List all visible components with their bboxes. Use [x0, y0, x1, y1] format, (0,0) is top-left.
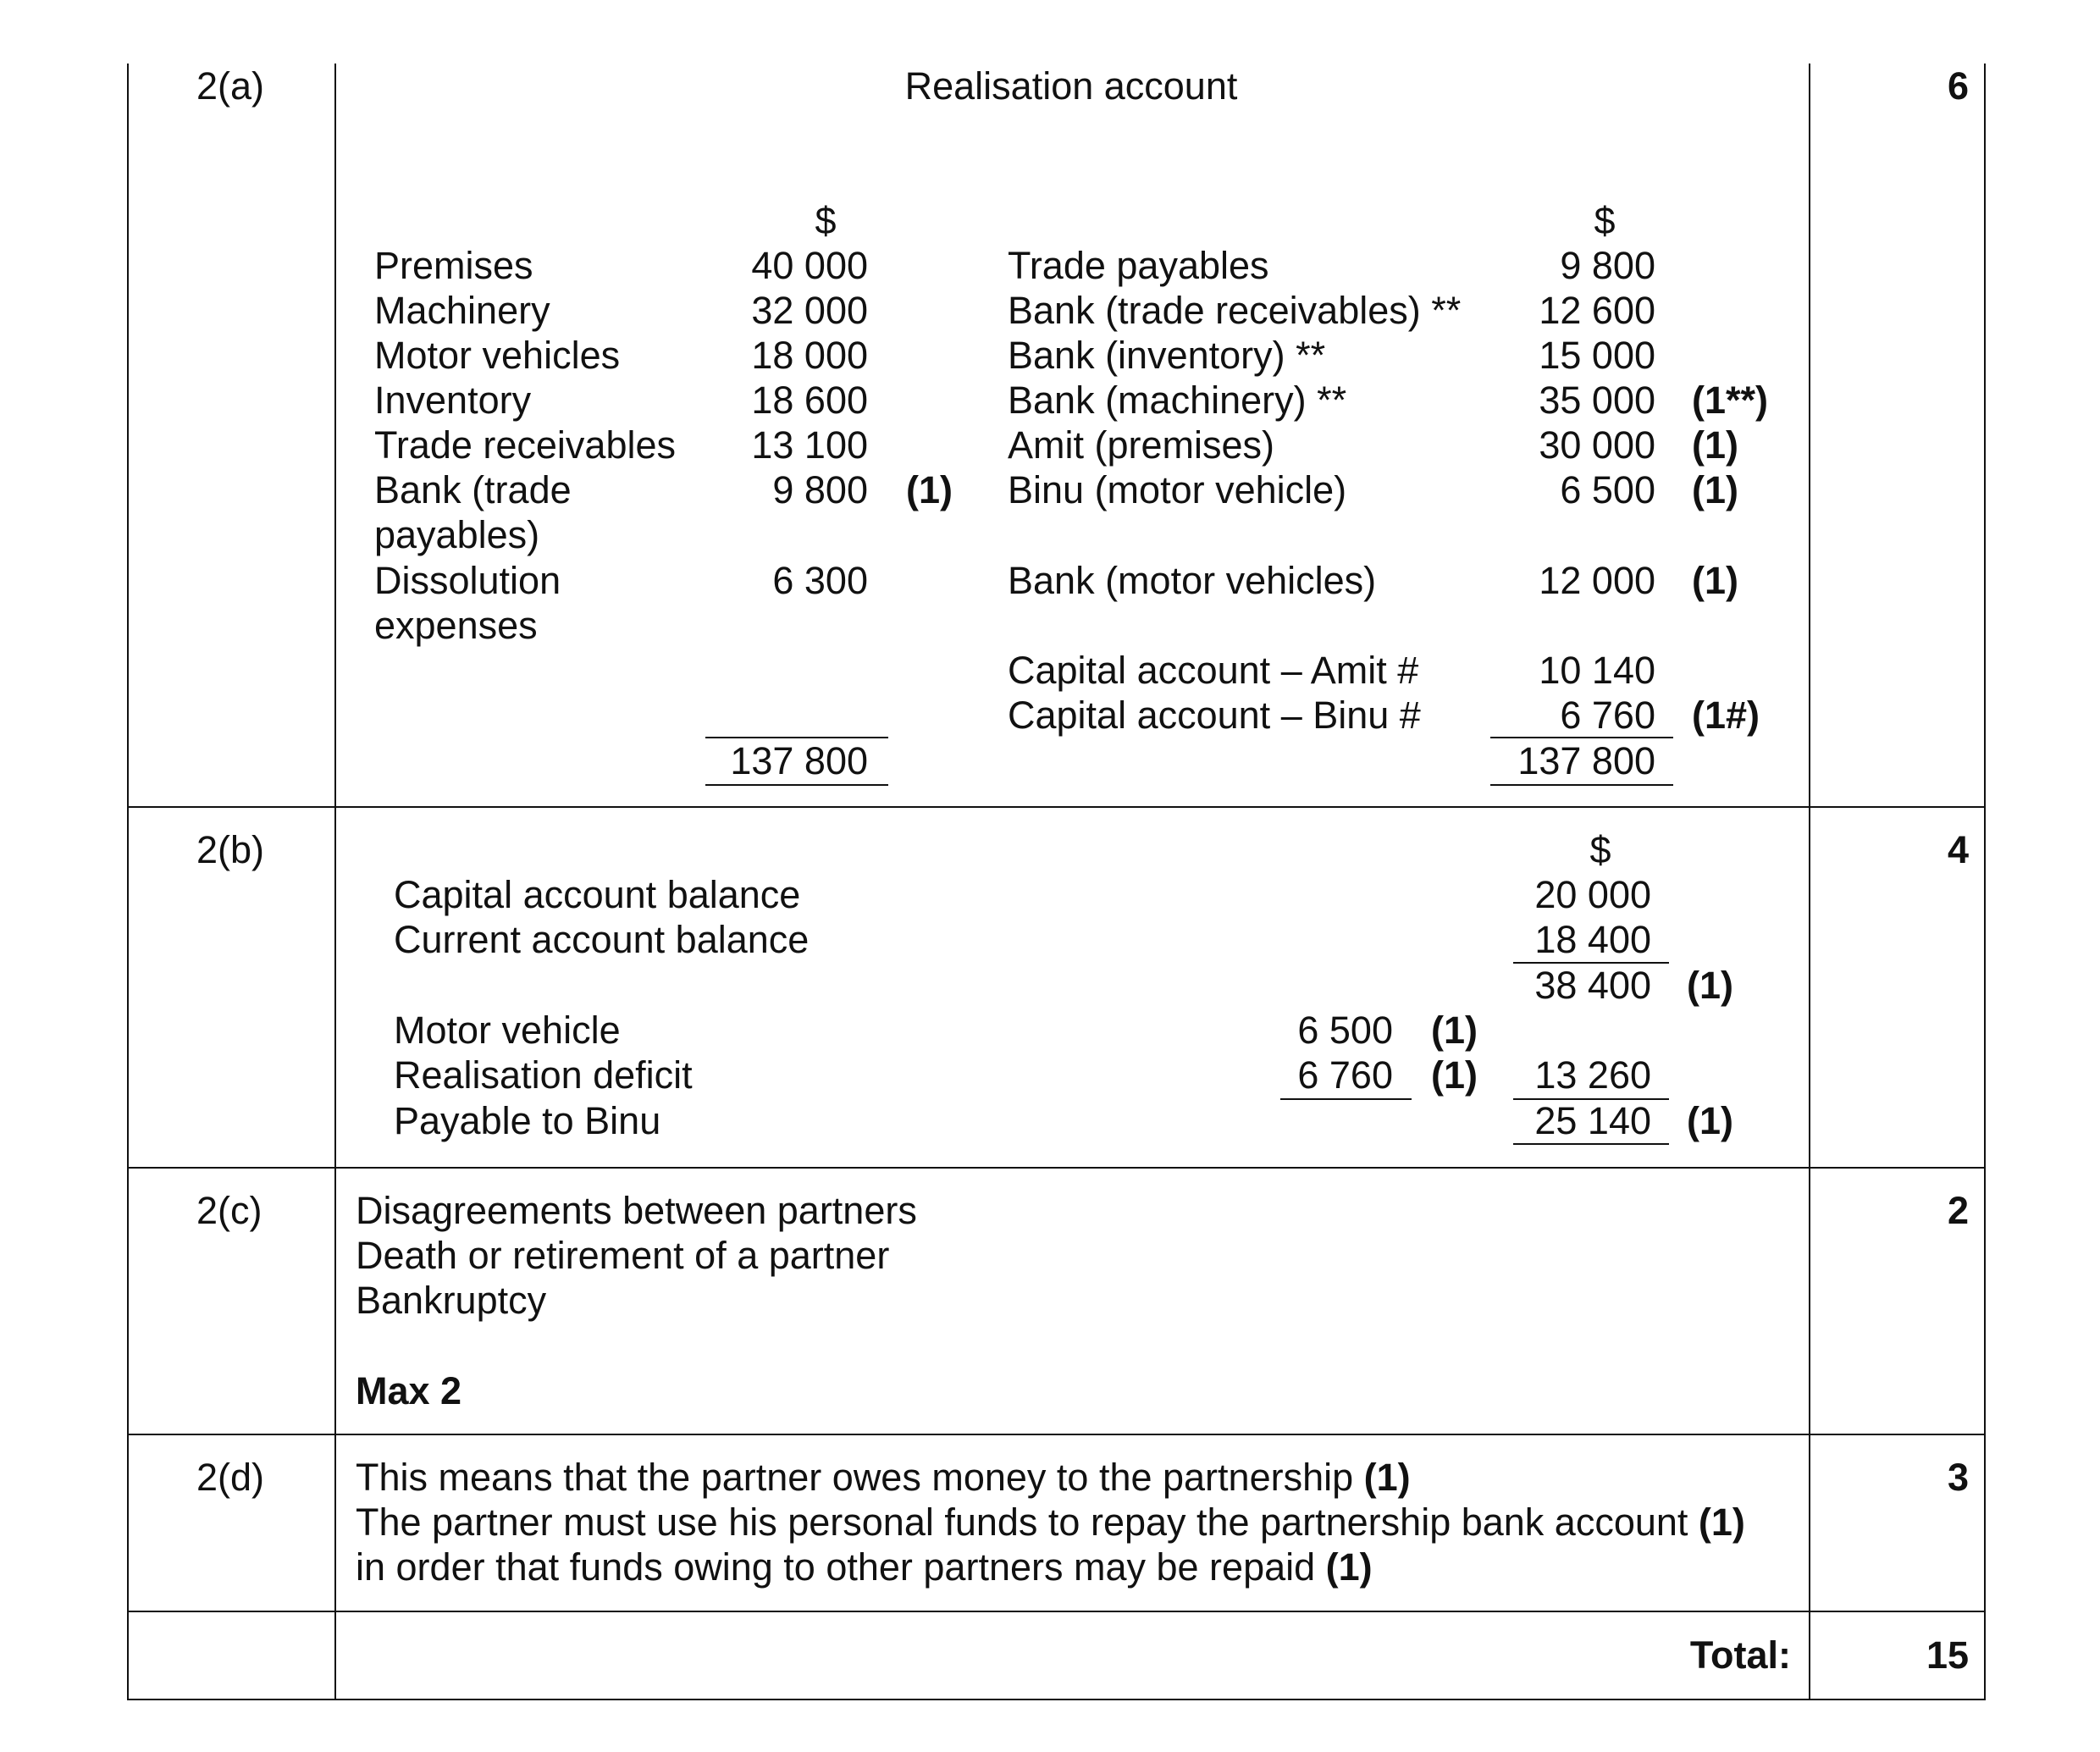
credit-label: Bank (machinery) **: [1008, 379, 1347, 422]
credit-mark: (1): [1692, 423, 1738, 467]
column-divider-marks: [1809, 64, 1810, 1700]
currency-header: $: [1589, 828, 1611, 871]
debit-total-rule-bottom: [705, 784, 888, 786]
debit-label: Premises: [374, 244, 533, 287]
credit-amount: 12 000: [1539, 559, 1655, 602]
motor-mark: (1): [1431, 1009, 1478, 1052]
question-number: 2(a): [196, 64, 265, 108]
subtotal-amount: 38 400: [1534, 964, 1651, 1007]
credit-label: Bank (inventory) **: [1008, 334, 1326, 377]
row-divider-d-total: [127, 1611, 1986, 1612]
credit-mark: (1): [1692, 468, 1738, 511]
payable-amount: 25 140: [1534, 1099, 1651, 1142]
deficit-amount: 6 760: [1297, 1053, 1393, 1097]
debit-label: Inventory: [374, 379, 532, 422]
answer-line: Bankruptcy: [356, 1279, 547, 1322]
capital-amount: 20 000: [1534, 873, 1651, 916]
credit-amount: 10 140: [1539, 649, 1655, 692]
debit-label: Trade receivables: [374, 423, 677, 467]
credit-total-rule-bottom: [1490, 784, 1673, 786]
debit-amount: 40 000: [751, 244, 868, 287]
answer-mark: (1): [1363, 1456, 1411, 1499]
debit-total: 137 800: [730, 739, 868, 782]
table-border-right: [1984, 64, 1986, 1700]
answer-line: Death or retirement of a partner: [356, 1234, 890, 1277]
debit-amount: 32 000: [751, 289, 868, 332]
row-divider-b-c: [127, 1167, 1986, 1169]
motor-amount: 6 500: [1297, 1009, 1393, 1052]
credit-amount: 12 600: [1539, 289, 1655, 332]
answer-line: [356, 1545, 1373, 1589]
deficit-mark: (1): [1431, 1053, 1478, 1097]
question-number: 2(d): [196, 1456, 265, 1499]
deduction-rule: [1280, 1098, 1412, 1100]
credit-mark: (1**): [1692, 379, 1769, 422]
credit-label: Binu (motor vehicle): [1008, 468, 1347, 511]
marks-value: 3: [1947, 1456, 1969, 1499]
account-title: Realisation account: [904, 64, 1238, 108]
answer-text: in order that funds owing to other partners may be repaid: [356, 1545, 1326, 1589]
debit-mark: (1): [906, 468, 953, 511]
current-label: Current account balance: [394, 918, 810, 961]
debit-label: Motor vehicles: [374, 334, 621, 377]
credit-label: Trade payables: [1008, 244, 1269, 287]
marks-value: 2: [1947, 1189, 1969, 1232]
answer-line: Disagreements between partners: [356, 1189, 917, 1232]
question-number: 2(c): [196, 1189, 262, 1232]
debit-amount: 6 300: [772, 559, 868, 602]
debit-amount: 9 800: [772, 468, 868, 511]
answer-line: [356, 1455, 1411, 1500]
credit-label: Capital account – Amit #: [1008, 649, 1419, 692]
answer-mark: (1): [1325, 1545, 1373, 1589]
debit-amount: 13 100: [751, 423, 868, 467]
question-number: 2(b): [196, 828, 265, 871]
credit-amount: 35 000: [1539, 379, 1655, 422]
credit-amount: 15 000: [1539, 334, 1655, 377]
row-divider-a-b: [127, 806, 1986, 808]
debit-label: Bank (trade: [374, 468, 572, 511]
credit-label: Bank (trade receivables) **: [1008, 289, 1462, 332]
credit-label: Capital account – Binu #: [1008, 694, 1421, 737]
credit-currency-header: $: [1594, 199, 1616, 242]
payable-mark: (1): [1687, 1099, 1733, 1142]
debit-amount: 18 000: [751, 334, 868, 377]
subtotal-mark: (1): [1687, 964, 1733, 1007]
motor-label: Motor vehicle: [394, 1009, 621, 1052]
payable-label: Payable to Binu: [394, 1099, 661, 1142]
total-value: 15: [1926, 1633, 1969, 1677]
max-marks-note: Max 2: [356, 1369, 462, 1412]
total-label: Total:: [1689, 1633, 1791, 1677]
credit-amount: 30 000: [1539, 423, 1655, 467]
deduction-total: 13 260: [1534, 1053, 1651, 1097]
payable-rule: [1513, 1143, 1669, 1145]
debit-amount: 18 600: [751, 379, 868, 422]
answer-mark: (1): [1698, 1501, 1745, 1544]
credit-amount: 6 760: [1560, 694, 1655, 737]
answer-line: [356, 1500, 1745, 1545]
credit-label: Amit (premises): [1008, 423, 1275, 467]
credit-label: Bank (motor vehicles): [1008, 559, 1377, 602]
debit-label: payables): [374, 513, 540, 556]
credit-total: 137 800: [1517, 739, 1655, 782]
debit-currency-header: $: [815, 199, 837, 242]
credit-mark: (1): [1692, 559, 1738, 602]
current-amount: 18 400: [1534, 918, 1651, 961]
table-border-left: [127, 64, 129, 1700]
credit-mark: (1#): [1692, 694, 1760, 737]
row-divider-c-d: [127, 1434, 1986, 1435]
deficit-label: Realisation deficit: [394, 1053, 693, 1097]
debit-label: Dissolution: [374, 559, 561, 602]
credit-amount: 6 500: [1560, 468, 1655, 511]
debit-label: Machinery: [374, 289, 550, 332]
marks-value: 4: [1947, 828, 1969, 871]
column-divider-question: [334, 64, 336, 1700]
answer-text: This means that the partner owes money to the partnership: [356, 1456, 1364, 1499]
debit-label: expenses: [374, 604, 538, 647]
table-border-bottom: [127, 1699, 1986, 1700]
credit-amount: 9 800: [1560, 244, 1655, 287]
capital-label: Capital account balance: [394, 873, 801, 916]
answer-text: The partner must use his personal funds to repay the partnership bank account: [356, 1501, 1699, 1544]
marks-value: 6: [1947, 64, 1969, 108]
